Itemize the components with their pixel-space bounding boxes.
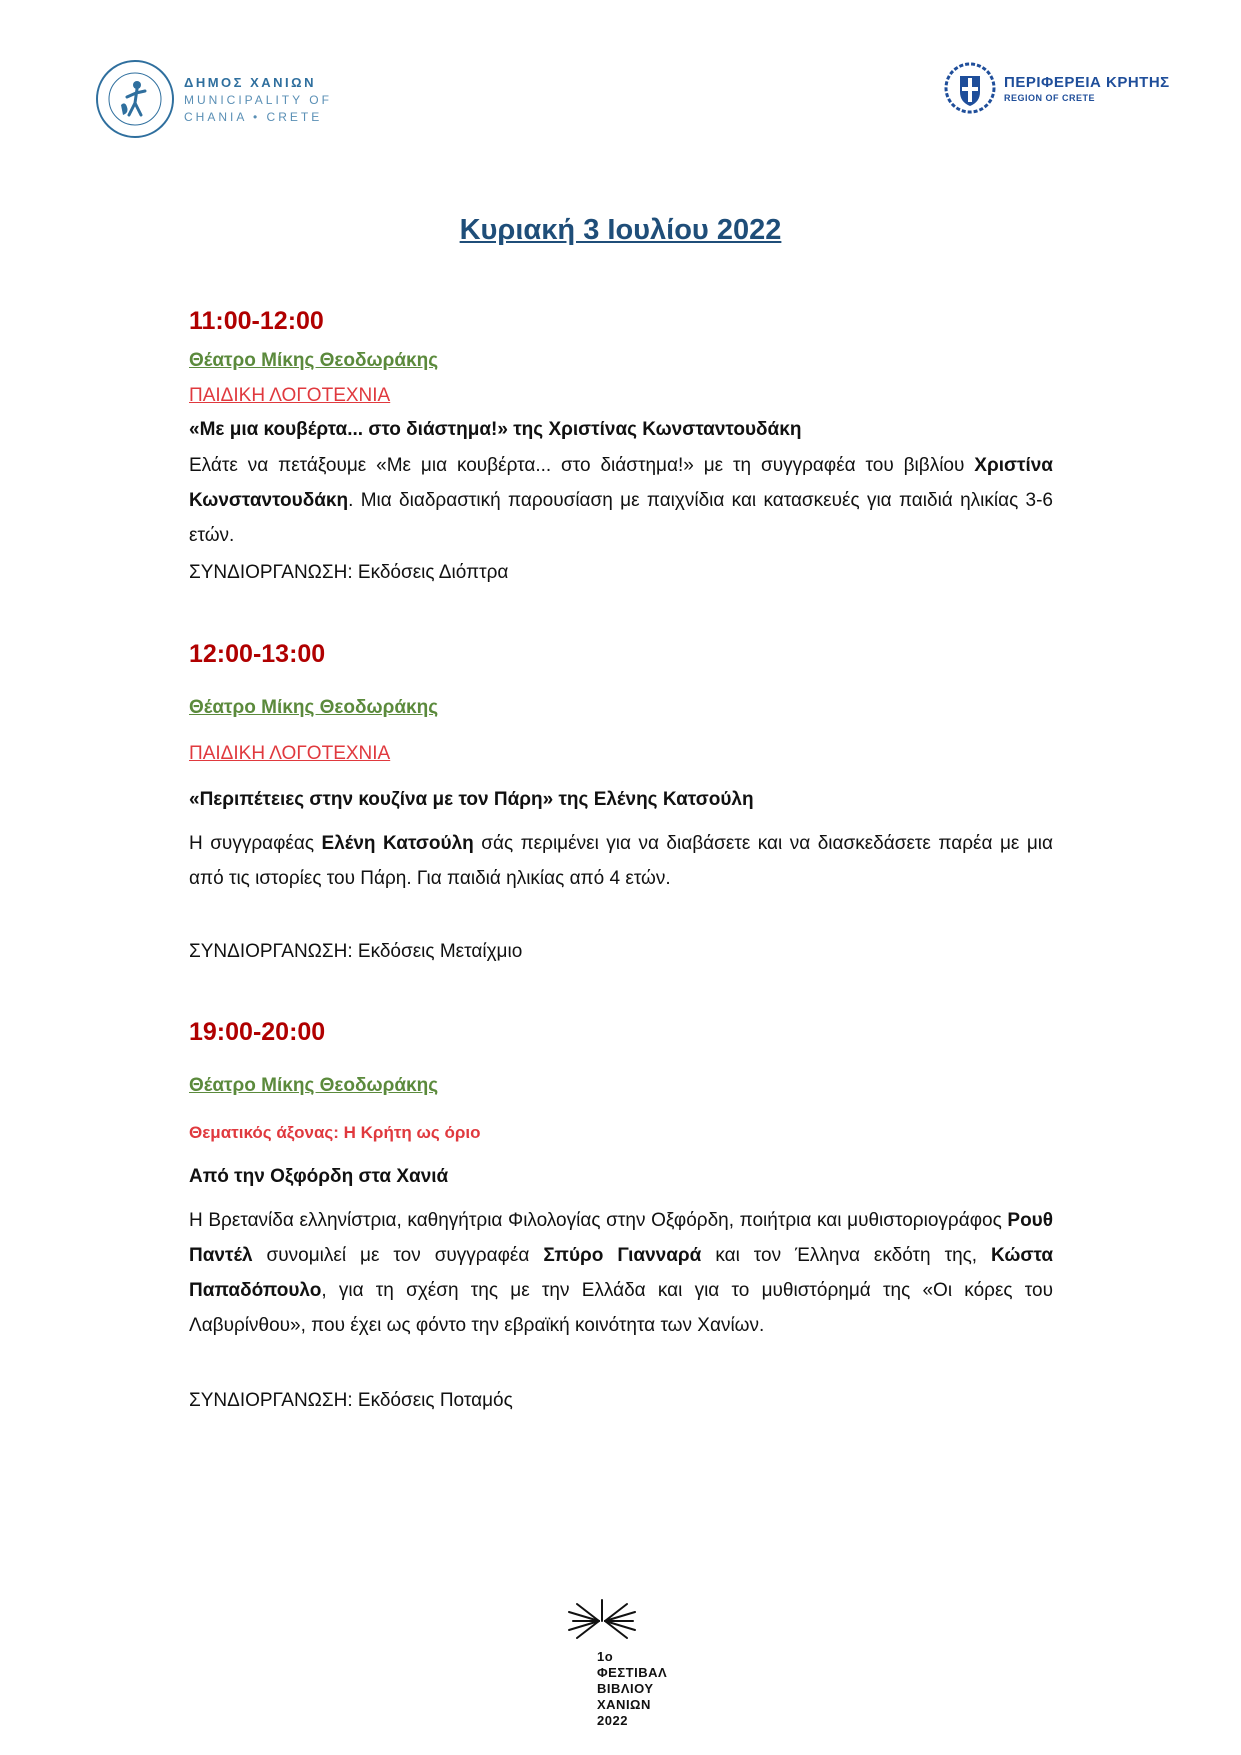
festival-year: 2022 [597, 1713, 628, 1728]
event-title: «Περιπέτειες στην κουζίνα με τον Πάρη» της Ελένης Κατσούλη [189, 789, 754, 810]
municipality-en-line2: CHANIA • CRETE [184, 109, 323, 124]
festival-line2: ΒΙΒΛΙΟΥ [597, 1681, 654, 1696]
festival-line1: ΦΕΣΤΙΒΑΛ [597, 1665, 668, 1680]
event-coorganizer: ΣΥΝΔΙΟΡΓΑΝΩΣΗ: Εκδόσεις Διόπτρα [189, 562, 509, 583]
festival-logo [567, 1598, 687, 1729]
event-category: ΠΑΙΔΙΚΗ ΛΟΓΟΤΕΧΝΙΑ [189, 743, 391, 764]
event-description: Η Βρετανίδα ελληνίστρια, καθηγήτρια Φιλολογίας στην Οξφόρδη, ποιήτρια και μυθιστοριογράφος Ρουθ Παντέλ συνομιλεί με τον συγγραφέα Σπύρο Γιανναρά και τον Έλληνα εκδότη της, Κώστα Παπαδόπουλο, για τη σχέση της με την Ελλάδα και για το μυθιστόρημά της «Οι κόρες του Λαβυρίνθου», που έχει ως φόντο την εβραϊκή κοινότητα των Χανίων. [189, 1210, 1054, 1336]
festival-edition: 1ο [597, 1649, 614, 1664]
event-venue: Θέατρο Μίκης Θεοδωράκης [189, 1075, 439, 1096]
municipality-name: ΔΗΜΟΣ ΧΑΝΙΩΝ [184, 74, 316, 90]
municipality-logo [96, 60, 332, 138]
event-title: «Με μια κουβέρτα... στο διάστημα!» της Χριστίνας Κωνσταντουδάκη [189, 419, 802, 440]
greek-emblem-icon [944, 62, 996, 114]
page-title: Κυριακή 3 Ιουλίου 2022 [459, 214, 782, 246]
region-name: ΠΕΡΙΦΕΡΕΙΑ ΚΡΗΤΗΣ [1004, 73, 1170, 91]
event-venue: Θέατρο Μίκης Θεοδωράκης [189, 697, 439, 718]
festival-line3: ΧΑΝΙΩΝ [597, 1697, 651, 1712]
event-description: Ελάτε να πετάξουμε «Με μια κουβέρτα... στο διάστημα!» με τη συγγραφέα του βιβλίου Χριστίνα Κωνσταντουδάκη. Μια διαδραστική παρουσίαση με παιχνίδια και κατασκευές για παιδιά ηλικίας 3-6 ετών. [189, 455, 1053, 546]
municipality-seal-icon [96, 60, 174, 138]
municipality-en-line1: MUNICIPALITY OF [184, 92, 332, 107]
event-description: Η συγγραφέας Ελένη Κατσούλη σάς περιμένει για να διαβάσετε και να διασκεδάσετε παρέα με μια από τις ιστορίες του Πάρη. Για παιδιά ηλικίας από 4 ετών. [189, 833, 1053, 889]
event-theme-axis: Θεματικός άξονας: Η Κρήτη ως όριο [189, 1123, 481, 1142]
region-logo [944, 62, 1170, 114]
event-time: 12:00-13:00 [189, 640, 326, 668]
event-title: Από την Οξφόρδη στα Χανιά [189, 1166, 449, 1187]
region-name-en: REGION OF CRETE [1004, 92, 1096, 103]
event-time: 11:00-12:00 [189, 307, 324, 335]
event-time: 19:00-20:00 [189, 1018, 326, 1046]
starburst-icon [567, 1598, 637, 1644]
event-venue: Θέατρο Μίκης Θεοδωράκης [189, 350, 439, 371]
event-category: ΠΑΙΔΙΚΗ ΛΟΓΟΤΕΧΝΙΑ [189, 385, 391, 406]
event-coorganizer: ΣΥΝΔΙΟΡΓΑΝΩΣΗ: Εκδόσεις Ποταμός [189, 1390, 513, 1411]
event-coorganizer: ΣΥΝΔΙΟΡΓΑΝΩΣΗ: Εκδόσεις Μεταίχμιο [189, 941, 523, 962]
